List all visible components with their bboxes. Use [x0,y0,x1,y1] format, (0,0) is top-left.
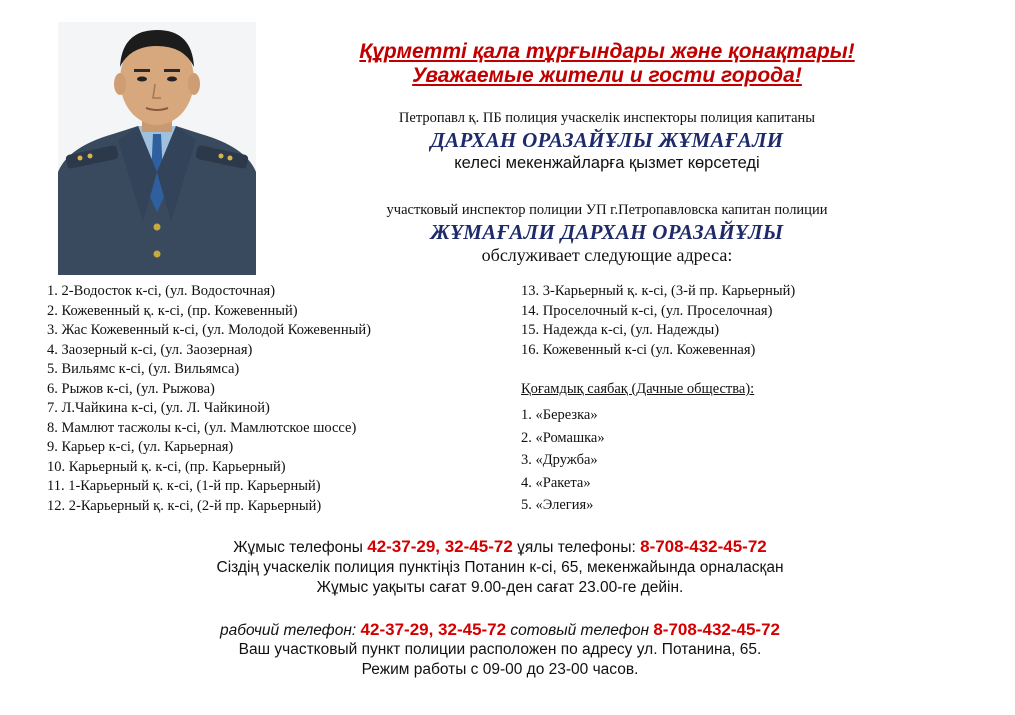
officer-portrait-image [58,22,256,275]
list-item: 9. Карьер к-сі, (ул. Карьерная) [47,439,234,455]
address-list-left [47,282,371,516]
greeting-russian: Уважаемые жители и гости города! [412,64,802,87]
address-line-ru: Ваш участковый пункт полиции расположен по адресу ул. Потанина, 65. [238,641,762,658]
dacha-societies-title: Қоғамдық саябақ (Дачные общества): [521,381,755,397]
list-item: 10. Карьерный қ. к-сі, (пр. Карьерный) [47,458,286,475]
list-item: 4. «Ракета» [521,474,591,491]
work-phones-kz: 42-37-29, 32-45-72 [367,537,513,556]
officer-intro-ru: участковый инспектор полиции УП г.Петропавловска капитан полиции [386,202,828,218]
list-item: 8. Мамлют тасжолы к-сі, (ул. Мамлютское шоссе) [47,419,357,436]
list-item: 2. Кожевенный қ. к-сі, (пр. Кожевенный) [47,302,298,319]
address-list-right [521,282,795,360]
list-item: 3. «Дружба» [521,452,598,468]
officer-name-ru: ЖҰМАҒАЛИ ДАРХАН ОРАЗАЙҰЛЫ [430,220,784,244]
work-phones-ru: 42-37-29, 32-45-72 [360,620,507,639]
mobile-phone-label-ru: сотовый телефон [506,622,654,639]
list-item: 11. 1-Карьерный қ. к-сі, (1-й пр. Карьерный) [47,478,321,494]
list-item: 14. Проселочный к-сі, (ул. Проселочная) [521,302,773,319]
address-line-kz: Сіздің учаскелік полиция пунктіңіз Потанин к-сі, 65, мекенжайында орналасқан [216,559,784,576]
officer-intro-kz: Петропавл қ. ПБ полиция учаскелік инспекторы полиция капитаны [398,110,816,126]
list-item: 3. Жас Кожевенный к-сі, (ул. Молодой Кожевенный) [47,322,371,338]
list-item: 5. Вильямс к-сі, (ул. Вильямса) [47,361,240,377]
list-item: 15. Надежда к-сі, (ул. Надежды) [521,322,720,338]
list-item: 6. Рыжов к-сі, (ул. Рыжова) [47,380,215,397]
list-item: 12. 2-Карьерный қ. к-сі, (2-й пр. Карьерный) [47,497,322,514]
work-phone-label-kz: Жұмыс телефоны [233,539,368,556]
list-item: 5. «Элегия» [521,497,594,513]
serves-text-ru: обслуживает следующие адреса: [481,245,733,265]
officer-photo [58,22,256,275]
dacha-societies-list [521,404,605,517]
mobile-phone-label-kz: ұялы телефоны: [512,539,641,556]
list-item: 16. Кожевенный к-сі (ул. Кожевенная) [521,341,756,358]
phone-line-kz [100,537,900,557]
mobile-phone-kz: 8-708-432-45-72 [640,537,767,556]
serves-text-kz: келесі мекенжайларға қызмет көрсетеді [454,154,760,172]
hours-line-kz: Жұмыс уақыты сағат 9.00-ден сағат 23.00-ге дейін. [316,579,684,596]
list-item: 1. «Березка» [521,407,598,423]
list-item: 7. Л.Чайкина к-сі, (ул. Л. Чайкиной) [47,400,270,416]
list-item: 1. 2-Водосток к-сі, (ул. Водосточная) [47,283,276,299]
work-phone-label-ru: рабочий телефон: [220,622,361,639]
greeting-kazakh: Құрметті қала тұрғындары және қонақтары! [359,40,855,63]
list-item: 13. 3-Карьерный қ. к-сі, (3-й пр. Карьерный) [521,283,796,299]
hours-line-ru: Режим работы с 09-00 до 23-00 часов. [361,661,639,678]
mobile-phone-ru: 8-708-432-45-72 [653,620,780,639]
list-item: 2. «Ромашка» [521,429,605,446]
phone-line-ru [100,620,900,640]
list-item: 4. Заозерный к-сі, (ул. Заозерная) [47,341,253,358]
officer-name-kz: ДАРХАН ОРАЗАЙҰЛЫ ЖҰМАҒАЛИ [430,128,784,152]
